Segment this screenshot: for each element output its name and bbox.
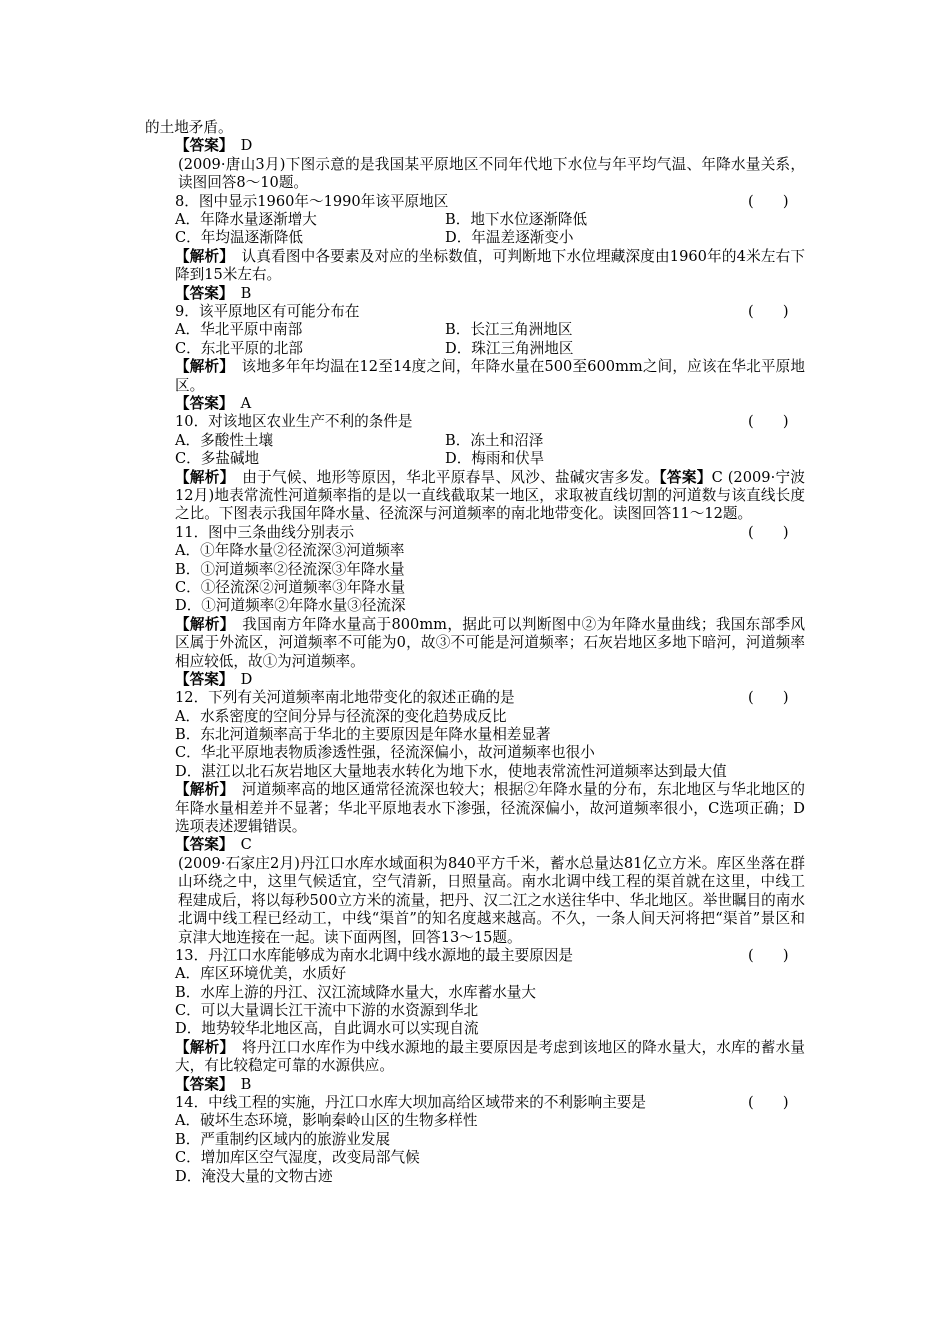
answer-blank: ( ) bbox=[748, 192, 789, 210]
option-right: B．长江三角洲地区 bbox=[445, 321, 573, 339]
answer-blank: ( ) bbox=[748, 946, 789, 964]
answer-label: 【答案】 bbox=[659, 468, 712, 486]
option-line: B．严重制约区域内的旅游业发展 bbox=[175, 1130, 391, 1148]
analysis-label: 【解析】 bbox=[175, 781, 228, 799]
analysis-text: 该地多年年均温在12至14度之间，年降水量在500至600mm之间，应该在华北平原地区。 bbox=[175, 358, 806, 394]
option-line: C．增加库区空气湿度，改变局部气候 bbox=[175, 1149, 420, 1167]
answer-label: 【答案】 bbox=[175, 137, 227, 155]
analysis-paragraph bbox=[145, 358, 805, 395]
analysis-label: 【解析】 bbox=[175, 1038, 228, 1056]
question-text: 11．图中三条曲线分别表示 bbox=[175, 523, 355, 541]
analysis-label: 【解析】 bbox=[175, 358, 227, 376]
question-stem bbox=[145, 1094, 805, 1112]
option-right: B．冻土和沼泽 bbox=[445, 431, 544, 449]
paragraph-text: 的土地矛盾。 bbox=[145, 119, 233, 136]
answer-value: B bbox=[226, 284, 252, 302]
answer-value: D bbox=[226, 670, 253, 688]
answer-line bbox=[145, 137, 805, 155]
question-stem bbox=[145, 193, 805, 211]
option-row bbox=[145, 229, 805, 247]
question-stem bbox=[145, 413, 805, 431]
option-right: D．珠江三角洲地区 bbox=[445, 339, 574, 357]
answer-value: D bbox=[226, 137, 253, 155]
option-left: A．多酸性土壤 bbox=[175, 431, 274, 449]
option-right: D．年温差逐渐变小 bbox=[445, 229, 574, 247]
question-stem bbox=[145, 303, 805, 321]
answer-label: 【答案】 bbox=[175, 836, 227, 854]
option-line: A．水系密度的空间分异与径流深的变化趋势成反比 bbox=[175, 707, 507, 725]
option-line: B．①河道频率②径流深③年降水量 bbox=[175, 560, 405, 578]
question-text: 14．中线工程的实施，丹江口水库大坝加高给区域带来的不利影响主要是 bbox=[175, 1094, 646, 1112]
option-right: B．地下水位逐渐降低 bbox=[445, 210, 588, 228]
answer-line bbox=[145, 1076, 805, 1094]
material-paragraph: (2009·石家庄2月)丹江口水库水域面积为840平方千米，蓄水总量达81亿立方米。库区坐落在群山环绕之中，这里气候适宜，空气清新，日照量高。南水北调中线工程的渠首就在这里，中线工程建成后，将以每秒500立方米的流量，把丹、汉二江之水送往华中、华北地区。举世瞩目的南水北调中线工程已经动工，中线“渠首”的知名度越来越高。不久，一条人间天河将把“渠首”景区和京津大地连接在一起。读下面两图，回答13～15题。 bbox=[178, 854, 805, 946]
option-left: A．年降水量逐渐增大 bbox=[175, 210, 317, 228]
analysis-text: 将丹江口水库作为中线水源地的最主要原因是考虑到该地区的降水量大，水库的蓄水量大，有比较稳定可靠的水源供应。 bbox=[175, 1038, 805, 1075]
analysis-text: 由于气候、地形等原因，华北平原春旱、风沙、盐碱灾害多发。 bbox=[227, 468, 660, 486]
option-line: B．东北河道频率高于华北的主要原因是年降水量相差显著 bbox=[175, 726, 551, 744]
option-line: D．湛江以北石灰岩地区大量地表水转化为地下水，使地表常流性河道频率达到最大值 bbox=[175, 762, 727, 780]
answer-value: C bbox=[226, 836, 252, 854]
material-paragraph: (2009·唐山3月)下图示意的是我国某平原地区不同年代地下水位与年平均气温、年降水量关系，读图回答8～10题。 bbox=[178, 155, 805, 192]
option-line: D．淹没大量的文物古迹 bbox=[175, 1167, 333, 1185]
option-line: A．库区环境优美，水质好 bbox=[175, 965, 347, 983]
question-text: 8．图中显示1960年～1990年该平原地区 bbox=[175, 192, 449, 210]
analysis-text: 我国南方年降水量高于800mm，据此可以判断图中②为年降水量曲线；我国东部季风区属于外流区，河道频率不可能为0，故③不可能是河道频率；石灰岩地区多地下暗河，河道频率相应较低，故①为河道频率。 bbox=[175, 615, 805, 670]
question-stem bbox=[145, 524, 805, 542]
answer-line bbox=[145, 285, 805, 303]
answer-line bbox=[145, 395, 805, 413]
option-left: C．东北平原的北部 bbox=[175, 339, 303, 357]
answer-blank: ( ) bbox=[748, 689, 789, 707]
answer-line bbox=[145, 836, 805, 854]
option-row bbox=[145, 211, 805, 229]
option-right: D．梅雨和伏旱 bbox=[445, 450, 545, 468]
answer-line bbox=[145, 671, 805, 689]
answer-label: 【答案】 bbox=[175, 1075, 227, 1093]
option-row bbox=[145, 450, 805, 468]
answer-blank: ( ) bbox=[748, 523, 789, 541]
answer-blank: ( ) bbox=[748, 1094, 789, 1112]
answer-label: 【答案】 bbox=[175, 284, 227, 302]
answer-text: C (2009·宁波12月)地表常流性河道频率指的是以一直线截取某一地区，求取被直线切割的河道数与该直线长度之比。下图表示我国年降水量、径流深与河道频率的南北地带变化。读图回答11～12题。 bbox=[175, 468, 806, 523]
analysis-text: 认真看图中各要素及对应的坐标数值，可判断地下水位埋藏深度由1960年的4米左右下降到15米左右。 bbox=[175, 247, 806, 284]
option-line: C．华北平原地表物质渗透性强，径流深偏小，故河道频率也很小 bbox=[175, 744, 595, 762]
question-text: 9．该平原地区有可能分布在 bbox=[175, 302, 360, 320]
option-left: C．多盐碱地 bbox=[175, 450, 260, 468]
answer-value: B bbox=[226, 1075, 252, 1093]
analysis-text: 河道频率高的地区通常径流深也较大；根据②年降水量的分布，东北地区与华北地区的年降水量相差并不显著；华北平原地表水下渗强，径流深偏小，故河道频率很小，C选项正确；D选项表述逻辑错误。 bbox=[175, 781, 805, 836]
question-text: 13．丹江口水库能够成为南水北调中线水源地的最主要原因是 bbox=[175, 946, 574, 964]
option-line: D．①河道频率②年降水量③径流深 bbox=[175, 597, 406, 615]
option-line: A．①年降水量②径流深③河道频率 bbox=[175, 542, 405, 560]
option-line: C．可以大量调长江干流中下游的水资源到华北 bbox=[175, 1002, 479, 1020]
option-line: A．破坏生态环境，影响秦岭山区的生物多样性 bbox=[175, 1112, 478, 1130]
answer-blank: ( ) bbox=[748, 302, 789, 320]
question-text: 10．对该地区农业生产不利的条件是 bbox=[175, 413, 413, 431]
analysis-paragraph bbox=[145, 781, 805, 836]
analysis-paragraph bbox=[145, 1039, 805, 1076]
answer-label: 【答案】 bbox=[175, 394, 227, 412]
answer-label: 【答案】 bbox=[175, 670, 227, 688]
document-body bbox=[145, 119, 805, 1186]
analysis-label: 【解析】 bbox=[175, 615, 228, 633]
option-left: C．年均温逐渐降低 bbox=[175, 229, 303, 247]
analysis-label: 【解析】 bbox=[175, 468, 228, 486]
option-line: B．水库上游的丹江、汉江流域降水量大，水库蓄水量大 bbox=[175, 983, 536, 1001]
answer-blank: ( ) bbox=[748, 413, 789, 431]
option-row bbox=[145, 340, 805, 358]
question-stem bbox=[145, 947, 805, 965]
analysis-label: 【解析】 bbox=[175, 247, 227, 265]
option-left: A．华北平原中南部 bbox=[175, 321, 303, 339]
option-row bbox=[145, 432, 805, 450]
analysis-paragraph bbox=[145, 469, 805, 524]
analysis-paragraph bbox=[145, 248, 805, 285]
answer-value: A bbox=[226, 394, 252, 412]
option-line: C．①径流深②河道频率③年降水量 bbox=[175, 578, 406, 596]
question-stem bbox=[145, 689, 805, 707]
option-row bbox=[145, 321, 805, 339]
analysis-paragraph bbox=[145, 616, 805, 671]
option-line: D．地势较华北地区高，自此调水可以实现自流 bbox=[175, 1020, 479, 1038]
question-text: 12．下列有关河道频率南北地带变化的叙述正确的是 bbox=[175, 689, 515, 707]
